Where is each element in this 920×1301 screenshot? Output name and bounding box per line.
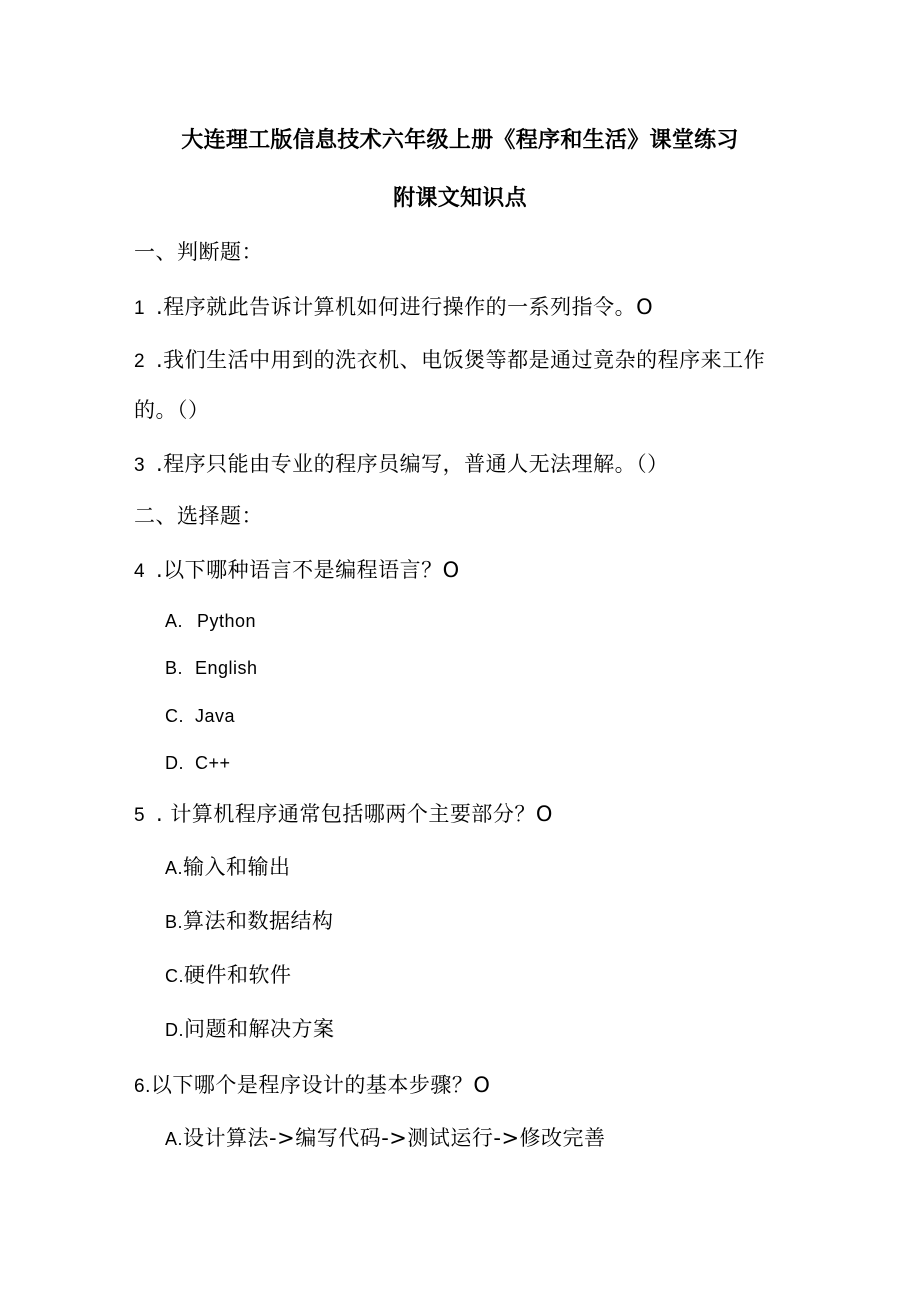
option-5c: [165, 961, 292, 990]
option-letter: A.: [165, 611, 184, 631]
option-letter: A.: [165, 858, 184, 878]
question-number: 2: [134, 351, 146, 372]
option-text: Python: [197, 611, 257, 631]
question-text: . 计算机程序通常包括哪两个主要部分？O: [156, 802, 553, 826]
option-letter: B.: [165, 912, 184, 932]
option-6a: [165, 1124, 606, 1153]
question-text: 以下哪个是程序设计的基本步骤？O: [150, 1073, 491, 1097]
option-5b: [165, 907, 334, 936]
question-1: [134, 293, 653, 323]
option-letter: C.: [165, 706, 184, 726]
option-text: Java: [195, 706, 236, 726]
option-text: 输入和输出: [183, 855, 291, 879]
option-4b: [165, 653, 258, 682]
option-5d: [165, 1015, 335, 1044]
question-text: .程序就此告诉计算机如何进行操作的一系列指令。O: [156, 295, 654, 319]
option-text: 算法和数据结构: [183, 909, 334, 933]
option-4d: [165, 748, 231, 777]
question-number: 4: [134, 561, 146, 582]
question-number: 1: [134, 298, 146, 319]
question-2: [134, 346, 765, 376]
question-number: 6.: [134, 1076, 151, 1097]
option-4c: [165, 701, 235, 730]
question-5: [134, 800, 553, 830]
question-2-continued: 的。（）: [134, 398, 210, 422]
option-letter: D.: [165, 1020, 184, 1040]
document-subtitle: 附课文知识点: [393, 186, 527, 211]
option-text: 设计算法->编写代码->测试运行->修改完善: [183, 1126, 606, 1150]
option-4a: [165, 606, 256, 635]
option-text: 问题和解决方案: [184, 1017, 335, 1041]
option-letter: A.: [165, 1129, 184, 1149]
option-text: 硬件和软件: [184, 963, 292, 987]
question-3: [134, 450, 669, 480]
option-letter: C.: [165, 966, 184, 986]
document-title: 大连理工版信息技术六年级上册《程序和生活》课堂练习: [181, 128, 739, 153]
question-4: [134, 556, 460, 586]
section-heading-multiple-choice: 二、选择题：: [134, 504, 263, 528]
question-text: .以下哪种语言不是编程语言？O: [156, 558, 460, 582]
option-letter: B.: [165, 658, 184, 678]
question-text: .程序只能由专业的程序员编写，普通人无法理解。（）: [156, 452, 669, 476]
question-6: [134, 1071, 490, 1101]
option-text: English: [195, 658, 258, 678]
option-letter: D.: [165, 753, 184, 773]
question-number: 3: [134, 455, 146, 476]
question-number: 5: [134, 805, 146, 826]
question-text: .我们生活中用到的洗衣机、电饭煲等都是通过竟杂的程序来工作: [156, 348, 766, 372]
option-text: C++: [195, 753, 231, 773]
section-heading-true-false: 一、判断题：: [134, 240, 263, 264]
option-5a: [165, 853, 291, 882]
